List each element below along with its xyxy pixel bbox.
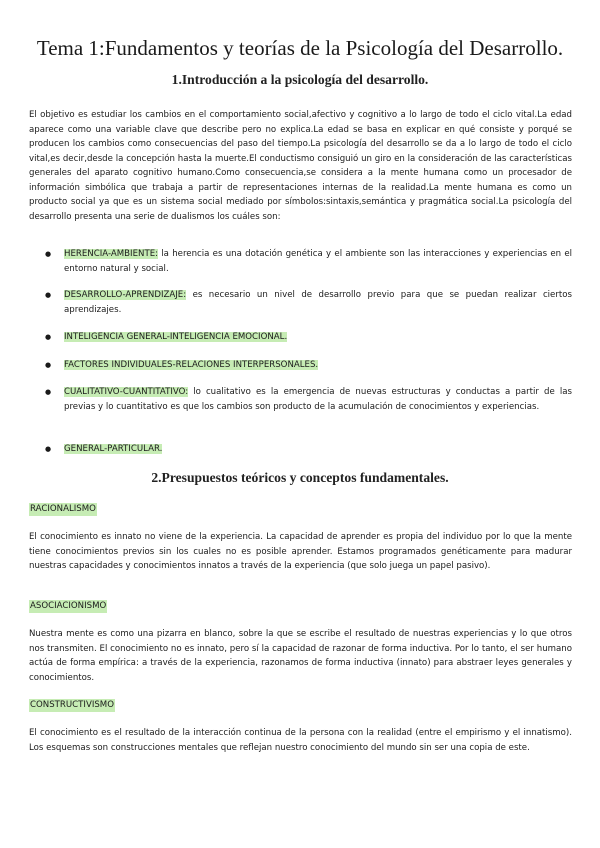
term-description: la herencia es una dotación genética y el ambiente son las interacciones y experiencias en el entorno natural y social. [64, 249, 572, 274]
list-item [29, 247, 572, 276]
intro-paragraph: El objetivo es estudiar los cambios en el comportamiento social,afectivo y cognitivo a lo largo de todo el ciclo vital.La edad aparece como una variable clave que describe pero no explica.La edad se basa en explicar en qué consiste y porqué se producen los cambios como consecuencias del paso del tiempo.La psicología del desarrollo se da a lo largo de todo el ciclo vital,es decir,desde la concepción hasta la muerte.El conductismo consiguió un giro en la consideración de las características generales del aparato cognitivo humano.Como consecuencia,se considera a la mente humana como un procesador de información simbólica que trabaja a partir de representaciones internas de la realidad.La mente humana es como un producto social ya que es un sistema social mediado por símbolos:sintaxis,semántica y pragmática social.La psicología del desarrollo presenta una serie de dualismos los cuáles son: [29, 110, 572, 222]
asociacionismo-paragraph: Nuestra mente es como una pizarra en blanco, sobre la que se escribe el resultado de nuestras experiencias y lo que otros nos transmiten. El conocimiento no es innato, pero sí la capacidad de razonar de forma inductiva. Por lo tanto, el ser humano actúa de forma empírica: a través de la experiencia, razonamos de forma inductiva (innato) para abstraer leyes generales y conocimientos. [29, 629, 572, 683]
term-highlight: CUALITATIVO-CUANTITATIVO: [64, 387, 189, 397]
list-item [29, 385, 572, 414]
racionalismo-label: RACIONALISMO [30, 504, 96, 514]
term-highlight: INTELIGENCIA GENERAL-INTELIGENCIA EMOCIONAL. [64, 332, 288, 342]
list-item [29, 288, 572, 317]
term-highlight: GENERAL-PARTICULAR. [64, 444, 163, 454]
list-item [29, 442, 572, 457]
list-item [29, 330, 572, 345]
racionalismo-paragraph: El conocimiento es innato no viene de la experiencia. La capacidad de aprender es propia del individuo por lo que la mente tiene conocimientos previos sin los cuales no es posible aprender. Estamos programados genéticamente para madurar nuestras capacidades y conocimientos innatos a través de la experiencia (que solo juega un papel pasivo). [29, 532, 572, 571]
section-2-heading: 2.Presupuestos teóricos y conceptos fundamentales. [151, 470, 449, 485]
term-description: es necesario un nivel de desarrollo previo para que se puedan realizar ciertos aprendizajes. [64, 290, 572, 315]
asociacionismo-label: ASOCIACIONISMO [30, 601, 107, 611]
term-highlight: FACTORES INDIVIDUALES-RELACIONES INTERPERSONALES. [64, 360, 319, 370]
document-title: Tema 1:Fundamentos y teorías de la Psicología del Desarrollo. [36, 36, 564, 60]
constructivismo-label: CONSTRUCTIVISMO [30, 700, 114, 710]
section-1-heading: 1.Introducción a la psicología del desarrollo. [171, 72, 429, 87]
term-highlight: DESARROLLO-APRENDIZAJE: [64, 290, 187, 300]
list-item [29, 358, 572, 373]
term-description: lo cualitativo es la emergencia de nuevas estructuras y conductas a partir de las previas y lo cuantitativo es que los cambios son producto de la acumulación de conocimientos y experiencias. [64, 387, 572, 412]
constructivismo-paragraph: El conocimiento es el resultado de la interacción continua de la persona con la realidad (entre el empirismo y el innatismo). Los esquemas son construcciones mentales que reflejan nuestro conocimiento del mundo sin ser una copia de este. [29, 728, 572, 753]
term-highlight: HERENCIA-AMBIENTE: [64, 249, 159, 259]
